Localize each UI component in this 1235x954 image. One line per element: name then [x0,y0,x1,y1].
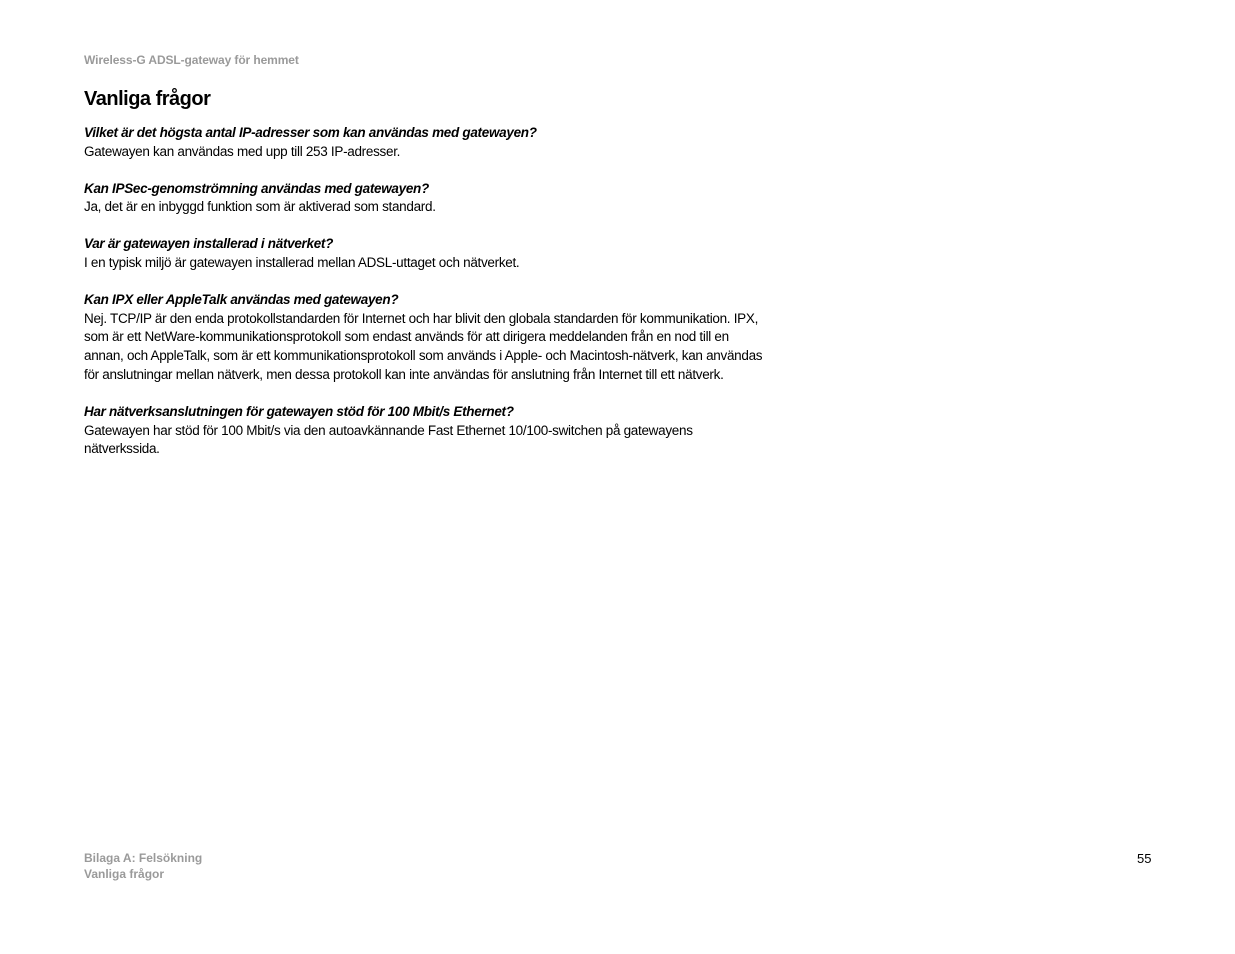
page-number: 55 [1137,851,1152,866]
faq-list [84,124,764,477]
running-header: Wireless-G ADSL-gateway för hemmet [84,53,299,67]
faq-answer: Ja, det är en inbyggd funktion som är aktiverad som standard. [84,199,436,215]
faq-item [84,235,764,273]
faq-item [84,124,764,162]
faq-answer: I en typisk miljö är gatewayen installerad mellan ADSL-uttaget och nätverket. [84,254,520,270]
faq-question: Kan IPX eller AppleTalk användas med gatewayen? [84,291,399,307]
faq-item [84,291,764,385]
faq-answer: Gatewayen kan användas med upp till 253 IP-adresser. [84,143,401,159]
footer-section: Bilaga A: Felsökning [84,851,203,865]
faq-question: Har nätverksanslutningen för gatewayen stöd för 100 Mbit/s Ethernet? [84,403,514,419]
faq-item [84,180,764,218]
faq-item [84,403,764,459]
faq-question: Var är gatewayen installerad i nätverket? [84,236,334,252]
faq-answer: Gatewayen har stöd för 100 Mbit/s via den autoavkännande Fast Ethernet 10/100-switchen på gatewayens nätverkssida. [84,422,693,457]
page-title: Vanliga frågor [84,88,211,110]
footer-subsection: Vanliga frågor [84,867,165,881]
faq-question: Vilket är det högsta antal IP-adresser som kan användas med gatewayen? [84,125,537,140]
footer-breadcrumb [84,850,202,882]
faq-question: Kan IPSec-genomströmning användas med gatewayen? [84,180,429,196]
faq-answer: Nej. TCP/IP är den enda protokollstandarden för Internet och har blivit den globala standarden för kommunikation. IPX, som är ett NetWare-kommunikationsprotokoll som endast används för att dirigera meddelanden från en nod till en annan, och AppleTalk, som är ett kommunikationsprotokoll som används i Apple- och Macintosh-nätverk, kan användas för anslutningar mellan nätverk, men dessa protokoll kan inte användas för anslutning från Internet till ett nätverk. [84,310,763,382]
